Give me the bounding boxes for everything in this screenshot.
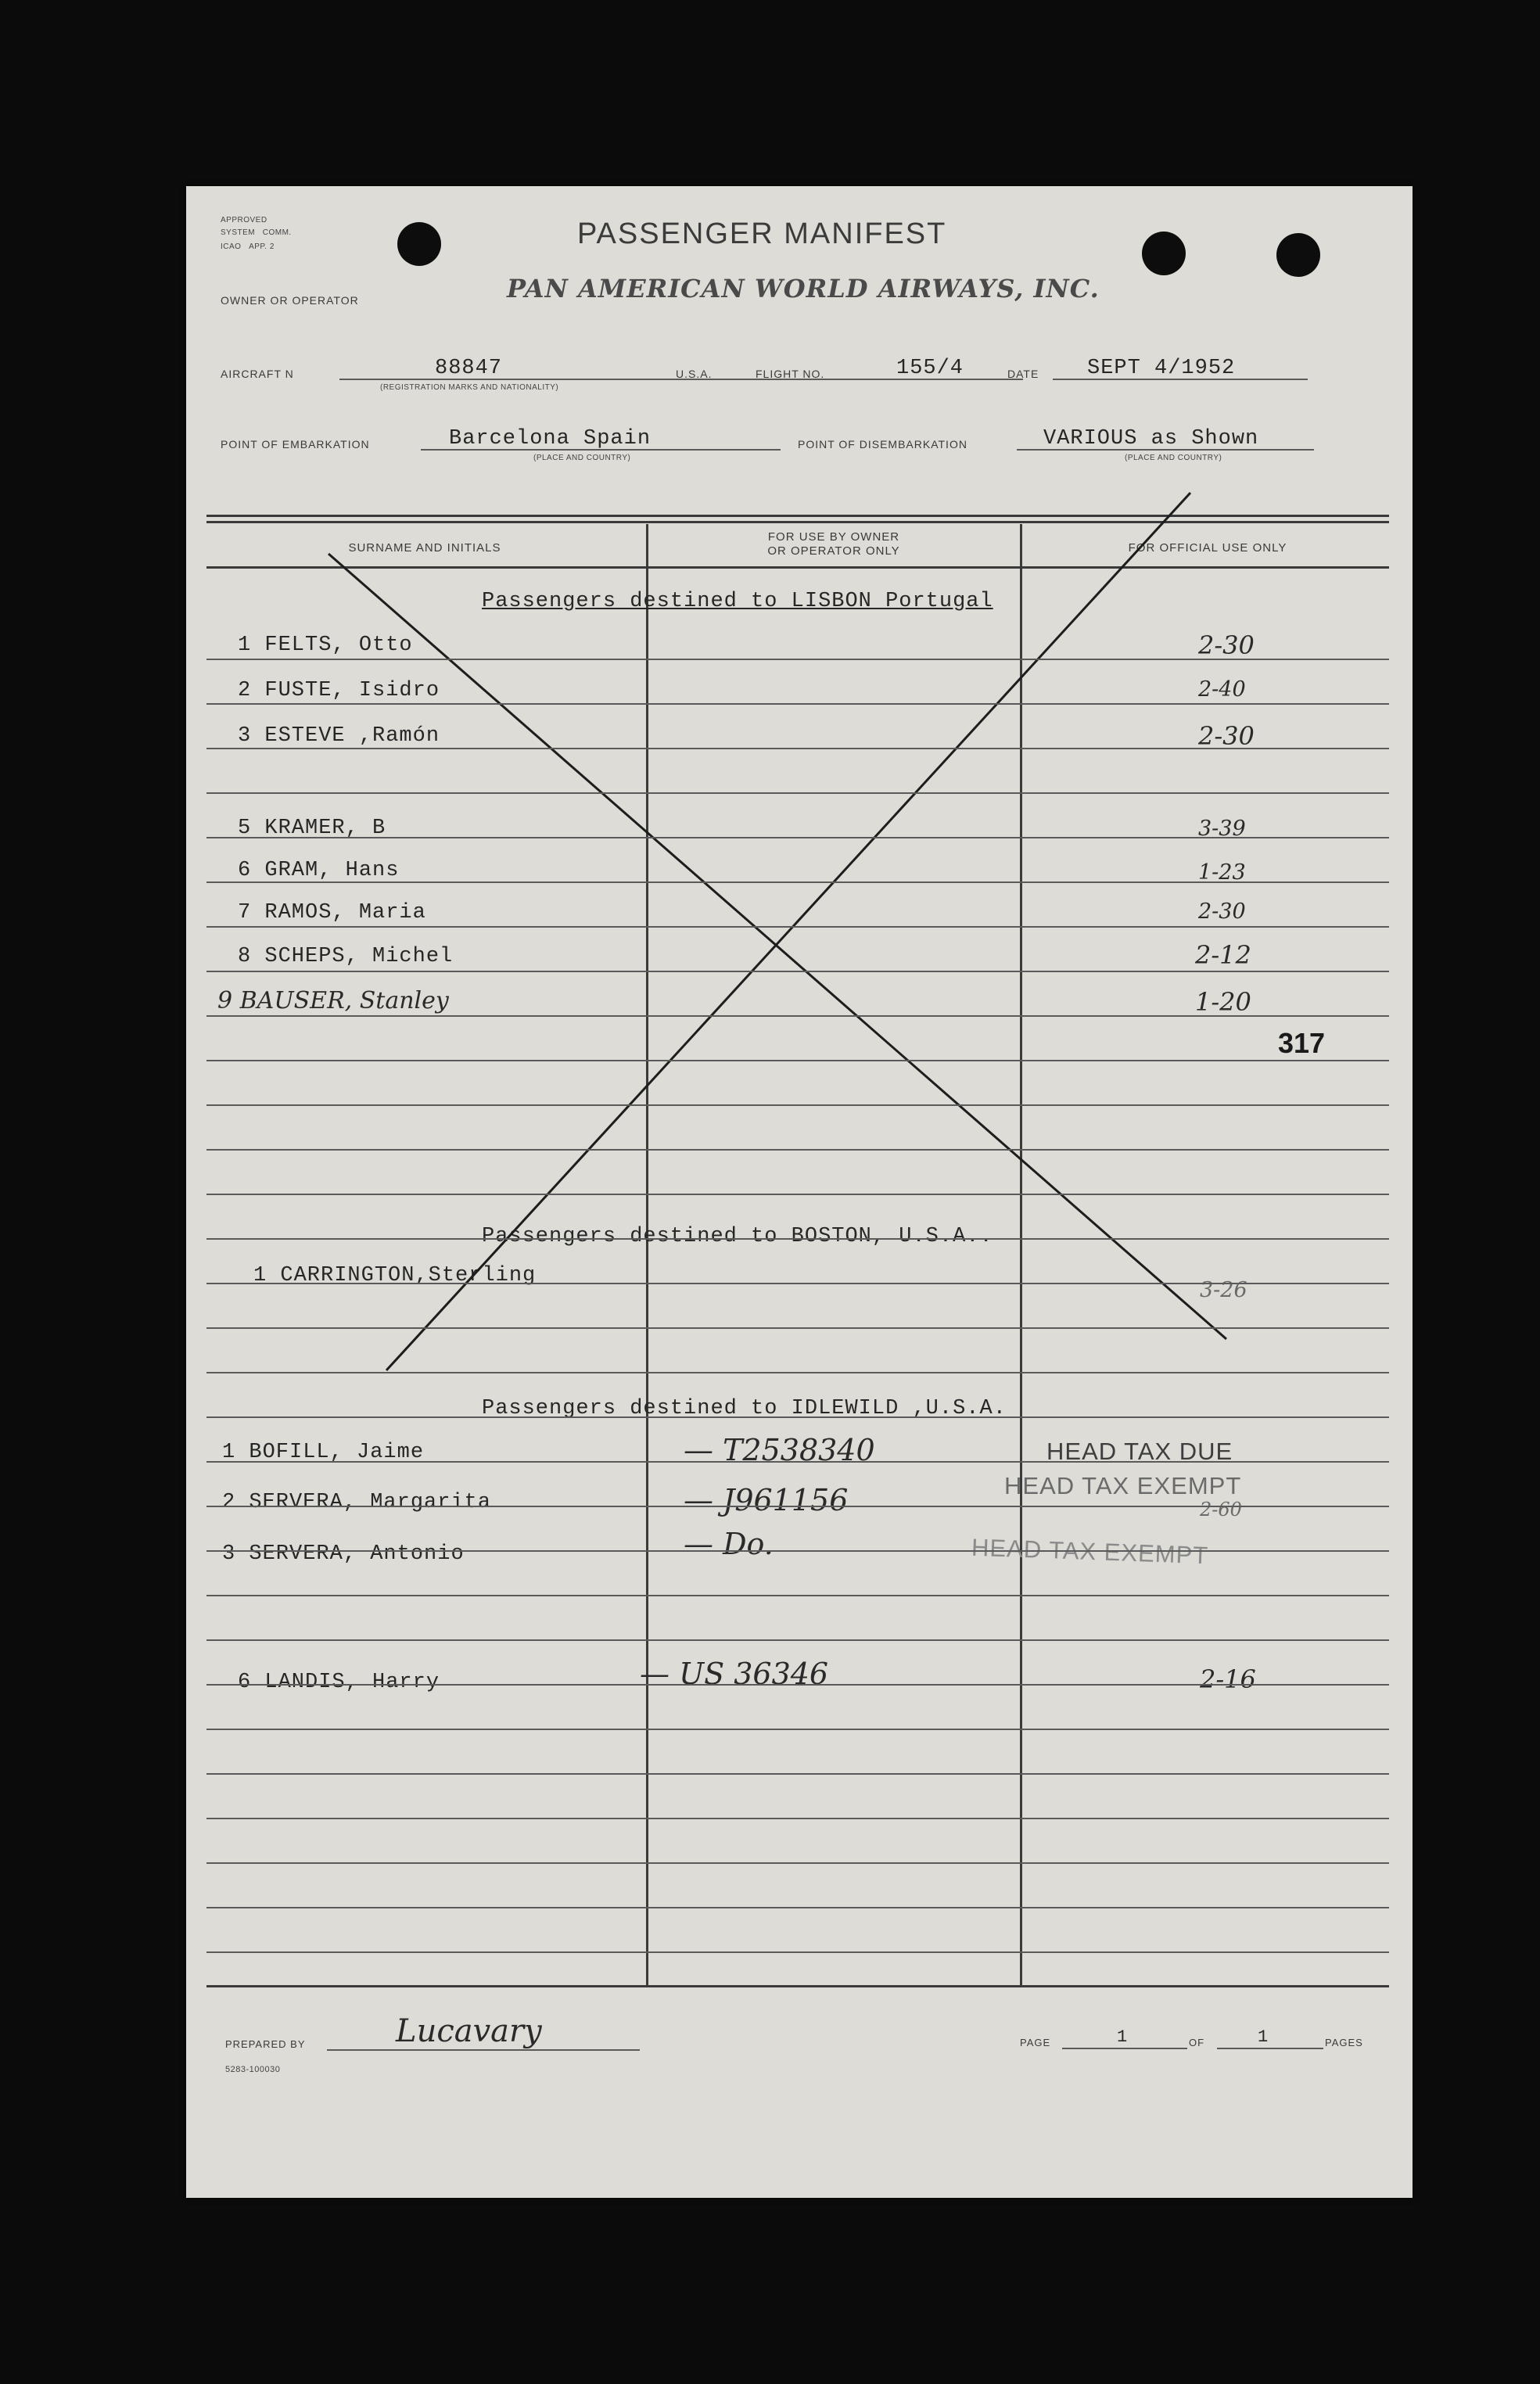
embarkation-value: Barcelona Spain	[449, 427, 652, 451]
official-code: 2-60	[1200, 1499, 1242, 1521]
row-rule	[206, 1194, 1389, 1195]
official-code: 3-26	[1200, 1278, 1247, 1302]
preparer-signature: Lucavary	[396, 2013, 542, 2049]
row-rule	[206, 1149, 1389, 1151]
row-rule	[206, 1506, 1389, 1507]
row-rule	[206, 1907, 1389, 1908]
row-rule	[206, 1283, 1389, 1284]
row-rule	[206, 837, 1389, 838]
passenger-name: 8 SCHEPS, Michel	[238, 945, 454, 968]
head-tax-stamp: HEAD TAX EXEMPT	[1004, 1472, 1242, 1499]
column-header-surname: SURNAME AND INITIALS	[348, 541, 501, 555]
page-label: PAGE	[1020, 2037, 1051, 2048]
column-header-owner-2: OR OPERATOR ONLY	[767, 544, 900, 558]
row-rule	[206, 1684, 1389, 1686]
prepared-by-label: PREPARED BY	[225, 2038, 306, 2050]
row-rule	[206, 1639, 1389, 1641]
official-code: 1-23	[1198, 860, 1246, 885]
column-header-official: FOR OFFICIAL USE ONLY	[1128, 541, 1287, 555]
usa-label: U.S.A.	[676, 368, 713, 380]
date-value: SEPT 4/1952	[1087, 357, 1236, 380]
row-rule	[206, 1372, 1389, 1373]
row-rule	[206, 1729, 1389, 1730]
official-code: 1-20	[1195, 987, 1251, 1017]
footer-rule	[206, 1985, 1389, 1987]
row-rule	[206, 971, 1389, 972]
prepared-underline	[327, 2049, 640, 2051]
row-rule	[206, 1818, 1389, 1819]
official-code: 3-39	[1198, 817, 1246, 841]
head-tax-stamp: HEAD TAX EXEMPT	[971, 1533, 1209, 1570]
row-rule	[206, 1862, 1389, 1864]
lisbon-total: 317	[1278, 1027, 1326, 1059]
approval-line: SYSTEM	[221, 228, 256, 237]
owner-label: OWNER OR OPERATOR	[221, 294, 359, 307]
passenger-name: 5 KRAMER, B	[238, 817, 386, 840]
aircraft-value: 88847	[435, 357, 503, 380]
approval-line: ICAO	[221, 242, 242, 251]
manifest-sheet	[186, 186, 1413, 2198]
row-rule	[206, 881, 1389, 883]
passenger-name: 1 BOFILL, Jaime	[222, 1441, 425, 1464]
row-rule	[206, 792, 1389, 794]
official-code: 2-16	[1200, 1664, 1256, 1694]
passenger-name: 2 FUSTE, Isidro	[238, 679, 440, 702]
operator-name: PAN AMERICAN WORLD AIRWAYS, INC.	[507, 274, 1100, 303]
aircraft-label: AIRCRAFT N	[221, 368, 294, 380]
disembarkation-label: POINT OF DISEMBARKATION	[798, 438, 967, 451]
passenger-name: 9 BAUSER, Stanley	[217, 987, 449, 1014]
row-rule	[206, 1951, 1389, 1953]
head-tax-stamp: HEAD TAX DUE	[1046, 1438, 1233, 1465]
disembarkation-value: VARIOUS as Shown	[1043, 427, 1259, 451]
of-underline	[1217, 2048, 1323, 2049]
approval-line: APP. 2	[249, 242, 275, 251]
of-value: 1	[1258, 2027, 1269, 2047]
owner-code: — J961156	[684, 1483, 849, 1517]
row-rule	[206, 1416, 1389, 1418]
cross-out-stroke	[328, 554, 1226, 1339]
passenger-name: 7 RAMOS, Maria	[238, 901, 426, 925]
row-rule	[206, 703, 1389, 705]
passenger-name: 6 LANDIS, Harry	[238, 1671, 440, 1694]
section-heading-boston: Passengers destined to BOSTON, U.S.A..	[482, 1225, 993, 1248]
row-rule	[206, 1773, 1389, 1775]
page-value: 1	[1117, 2027, 1129, 2047]
embarkation-label: POINT OF EMBARKATION	[221, 438, 370, 451]
place-note: (PLACE AND COUNTRY)	[533, 454, 631, 462]
official-code: 2-40	[1198, 677, 1246, 702]
row-rule	[206, 1015, 1389, 1017]
cross-out-mark	[186, 186, 1413, 2198]
flight-label: FLIGHT NO.	[756, 368, 825, 380]
official-code: 2-12	[1195, 940, 1251, 970]
section-heading-lisbon: Passengers destined to LISBON Portugal	[482, 590, 993, 613]
official-code: 2-30	[1198, 721, 1255, 751]
passenger-name: 2 SERVERA, Margarita	[222, 1491, 492, 1514]
official-code: 2-30	[1198, 630, 1255, 660]
registration-note: (REGISTRATION MARKS AND NATIONALITY)	[380, 383, 559, 392]
row-rule	[206, 1327, 1389, 1329]
form-number: 5283-100030	[225, 2065, 281, 2074]
owner-code: — T2538340	[684, 1433, 875, 1467]
column-header-owner-1: FOR USE BY OWNER	[767, 530, 900, 544]
page-underline	[1062, 2048, 1187, 2049]
row-rule	[206, 748, 1389, 749]
owner-code: — US 36346	[640, 1657, 829, 1691]
passenger-name: 1 CARRINGTON,Sterling	[253, 1264, 537, 1287]
passenger-name: 3 ESTEVE ,Ramón	[238, 724, 440, 748]
owner-code: — Do.	[684, 1527, 774, 1561]
passenger-name: 1 FELTS, Otto	[238, 634, 413, 657]
approval-line: APPROVED	[221, 216, 267, 224]
row-rule	[206, 1550, 1389, 1552]
of-label: OF	[1189, 2037, 1205, 2048]
row-rule	[206, 1238, 1389, 1240]
section-heading-idlewild: Passengers destined to IDLEWILD ,U.S.A.	[482, 1397, 1007, 1420]
row-rule	[206, 1595, 1389, 1596]
passenger-name: 6 GRAM, Hans	[238, 859, 400, 882]
official-code: 2-30	[1198, 899, 1246, 924]
flight-value: 155/4	[896, 357, 964, 380]
row-rule	[206, 659, 1389, 660]
place-note-2: (PLACE AND COUNTRY)	[1125, 454, 1222, 462]
pages-label: PAGES	[1325, 2037, 1363, 2048]
date-label: DATE	[1007, 368, 1039, 380]
row-rule	[206, 1104, 1389, 1106]
approval-line: COMM.	[262, 228, 292, 237]
row-rule	[206, 1461, 1389, 1463]
row-rule	[206, 1060, 1389, 1061]
passenger-name: 3 SERVERA, Antonio	[222, 1542, 465, 1566]
manifest-title: PASSENGER MANIFEST	[577, 217, 947, 250]
row-rule	[206, 926, 1389, 928]
